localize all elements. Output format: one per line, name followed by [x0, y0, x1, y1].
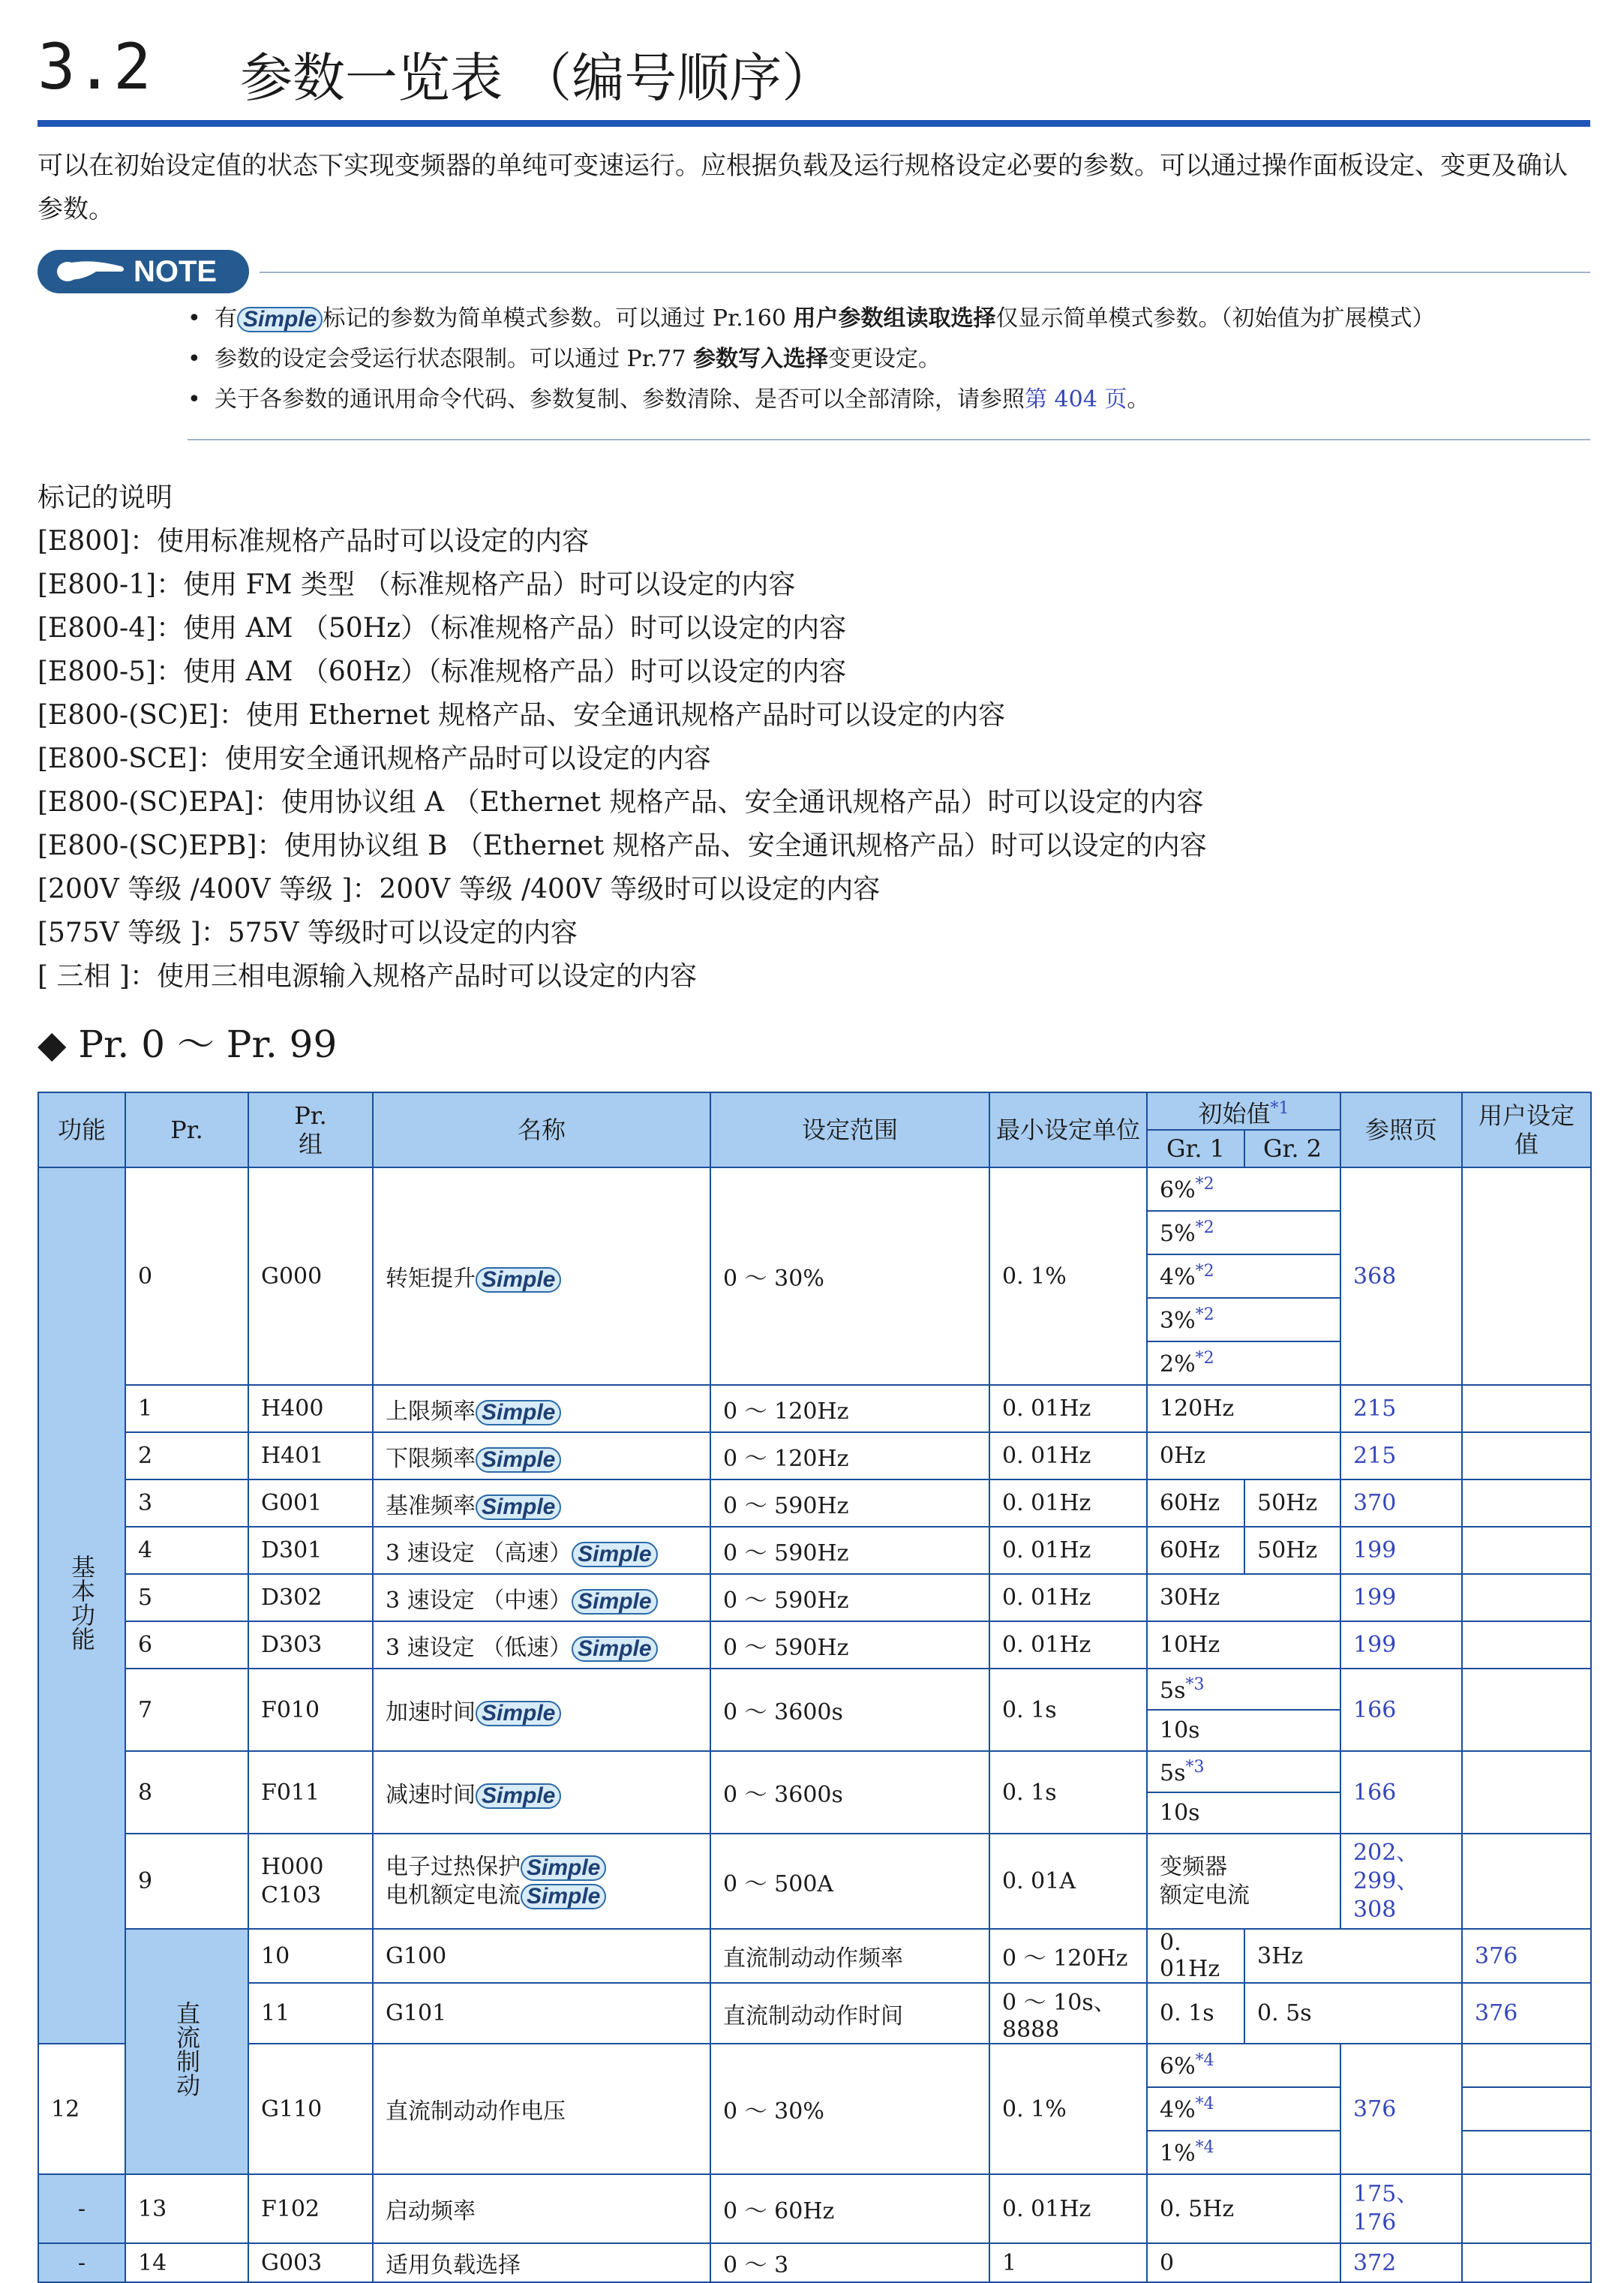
user-value — [1462, 2174, 1591, 2243]
header-range: 设定范围 — [710, 1092, 989, 1167]
ref-link[interactable]: 199 — [1340, 1574, 1462, 1621]
header-initial: 初始值$^{*1}$ — [1147, 1092, 1340, 1130]
ref-link[interactable]: 199 — [1340, 1527, 1462, 1574]
table-row: - 14 G003 适用负载选择 0 ～ 3 1 0 372 — [38, 2243, 1591, 2282]
table-row: 9 H000 C103 电子过热保护 Simple 电机额定电流 Simple 0 ～ 500A 0. 01A 变频器 额定电流 202、 299、 308 — [38, 1834, 1591, 1929]
heading-number: 3.2 — [38, 30, 152, 104]
page-reference-link[interactable]: 第 404 页 — [1025, 386, 1127, 413]
user-value — [1462, 2087, 1591, 2131]
legend-list — [38, 476, 1590, 999]
note-divider — [260, 272, 1590, 273]
table-row: 8 F011 减速时间 Simple 0 ～ 3600s 0. 1s $5s^{*3}$ 166 — [38, 1751, 1591, 1792]
user-value — [1462, 2131, 1591, 2174]
ref-link[interactable]: 215 — [1340, 1385, 1462, 1432]
ref-link[interactable]: 202、 299、 308 — [1340, 1834, 1462, 1929]
legend-item: [200V 等级 /400V 等级 ]：200V 等级 /400V 等级时可以设定的内容 — [38, 874, 881, 905]
ref-link[interactable]: 199 — [1340, 1621, 1462, 1669]
simple-mode-badge: Simple — [572, 1636, 657, 1662]
table-row: 2 H401 下限频率 Simple 0 ～ 120Hz 0. 01Hz 0Hz 215 — [38, 1432, 1591, 1479]
header-gr2: Gr. 2 — [1244, 1130, 1340, 1167]
legend-item: [E800-4]：使用 AM （50Hz）（标准规格产品）时可以设定的内容 — [38, 613, 847, 644]
legend-item: [E800-1]：使用 FM 类型 （标准规格产品）时可以设定的内容 — [38, 569, 796, 600]
user-value — [1462, 1527, 1591, 1574]
user-value — [1462, 2044, 1591, 2087]
user-value — [1462, 1385, 1591, 1432]
header-ref: 参照页 — [1340, 1092, 1462, 1167]
header-gr1: Gr. 1 — [1147, 1130, 1244, 1167]
simple-mode-badge: Simple — [476, 1701, 561, 1726]
table-row: 4 D301 3 速设定 （高速） Simple 0 ～ 590Hz 0. 01Hz 60Hz 50Hz 199 — [38, 1527, 1591, 1574]
legend-item: [E800-SCE]：使用安全通讯规格产品时可以设定的内容 — [38, 743, 711, 774]
legend-item: [575V 等级 ]：575V 等级时可以设定的内容 — [38, 918, 578, 948]
simple-mode-badge: Simple — [476, 1267, 561, 1293]
simple-mode-badge: Simple — [476, 1400, 561, 1425]
section-heading — [38, 30, 1590, 119]
note-item: • 有 Simple 标记的参数为简单模式参数。可以通过 Pr.160 用户参数组读取选择仅显示简单模式参数。（初始值为扩展模式） — [188, 299, 1590, 339]
user-value — [1462, 1479, 1591, 1527]
note-badge-label: NOTE — [134, 255, 218, 288]
legend-item: [E800-5]：使用 AM （60Hz）（标准规格产品）时可以设定的内容 — [38, 656, 847, 687]
user-value — [1462, 1432, 1591, 1479]
note-item: • 关于各参数的通讯用命令代码、参数复制、参数清除、是否可以全部清除，请参照第 404 页。 — [188, 380, 1590, 420]
ref-link[interactable]: 372 — [1340, 2243, 1462, 2282]
simple-mode-badge: Simple — [521, 1884, 606, 1909]
function-dc-brake: 直流制动 — [125, 1929, 248, 2174]
diamond-icon: ◆ — [38, 1023, 67, 1066]
user-value — [1462, 1621, 1591, 1669]
simple-mode-badge: Simple — [476, 1447, 561, 1473]
table-row: 7 F010 加速时间 Simple 0 ～ 3600s 0. 1s $5s^{*3}$ 166 — [38, 1669, 1591, 1710]
user-value — [1462, 1834, 1591, 1929]
heading-title: 参数一览表 （编号顺序） — [240, 47, 835, 109]
user-value — [1462, 1669, 1591, 1751]
simple-mode-badge: Simple — [237, 307, 323, 332]
ref-link[interactable]: 215 — [1340, 1432, 1462, 1479]
header-user: 用户设定值 — [1462, 1092, 1591, 1167]
ref-link[interactable]: 376 — [1462, 1983, 1591, 2044]
header-min-unit: 最小设定单位 — [989, 1092, 1147, 1167]
note-badge — [38, 250, 249, 293]
table-row: 基本功能 0 G000 转矩提升 Simple 0 ～ 30% 0. 1% 6%$^{*2}$ 368 — [38, 1167, 1591, 1211]
simple-mode-badge: Simple — [521, 1855, 606, 1881]
legend-item: [E800-(SC)EPA]：使用协议组 A （Ethernet 规格产品、安全通讯规格产品）时可以设定的内容 — [38, 787, 1204, 818]
simple-mode-badge: Simple — [476, 1783, 561, 1809]
ref-link[interactable]: 368 — [1340, 1167, 1462, 1385]
parameter-table: 功能 Pr. Pr. 组 名称 设定范围 最小设定单位 初始值$^{*1}$ 参照页 用户设定值 Gr. 1 Gr. 2 基本功能 0 G000 转矩提升 Simple 0 ～ 30% 0. 1% 6%$^{*2}$ 368 5%$^{*2}$ 4%$^{*2}$ 3%$^{*2}$ 2%$^{*2}$ 1 H400 上限频率 Simple 0 ～ 120Hz 0. 01Hz 120Hz 215 2 H401 下限频率 Simple 0 ～ 120Hz 0. 01Hz 0Hz 215 3 G001 基准频率 Simple 0 ～ 590Hz 0. 01Hz 60Hz 50Hz 370 4 D301 3 速设定 （高速） Simple 0 ～ 590Hz 0. 01Hz 60Hz 50Hz 199 5 D302 3 速设定 （中速） Simple 0 ～ 590Hz 0. 01Hz 30Hz 199 6 D303 3 速设定 （低速） Simple 0 ～ 590Hz 0. 01Hz 10Hz 199 7 F010 加速时间 Simple 0 ～ 3600s 0. 1s $5s^{*3}$ 166 10s 8 F011 减速时间 Simple 0 ～ 3600s 0. 1s $5s^{*3}$ 166 10s 9 H000 C103 电子过热保护 Simple 电机额定电流 Simple 0 ～ 500A 0. 01A 变频器 额定电流 202、 299、 308 直流制动 10 G100 直流制动动作频率 0 ～ 120Hz 0. 01Hz 3Hz 376 11 G101 直流制动动作时间 0 ～ 10s、8888 0. 1s 0. 5s 376 12 G110 直流制动动作电压 0 ～ 30% 0. 1% 6%$^{*4}$ 376 4%$^{*4}$ 1%$^{*4}$ - 13 F102 启动频率 0 ～ 60Hz 0. 01Hz 0. 5Hz 175、 176 - 14 G003 适用负载选择 0 ～ 3 1 0 372 — [38, 1092, 1592, 2283]
pointing-hand-icon — [53, 259, 128, 284]
legend-item: [E800-(SC)EPB]：使用协议组 B （Ethernet 规格产品、安全通讯规格产品）时可以设定的内容 — [38, 831, 1207, 861]
table-row: 12 G110 直流制动动作电压 0 ～ 30% 0. 1% 6%$^{*4}$ 376 — [38, 2044, 1591, 2087]
simple-mode-badge: Simple — [572, 1589, 657, 1615]
heading-rule — [38, 120, 1590, 127]
header-function: 功能 — [38, 1092, 125, 1167]
ref-link[interactable]: 175、 176 — [1340, 2174, 1462, 2243]
user-value — [1462, 1574, 1591, 1621]
legend-title: 标记的说明 — [38, 482, 173, 513]
note-item: • 参数的设定会受运行状态限制。可以通过 Pr.77 参数写入选择变更设定。 — [188, 339, 1590, 380]
table-row: 5 D302 3 速设定 （中速） Simple 0 ～ 590Hz 0. 01Hz 30Hz 199 — [38, 1574, 1591, 1621]
header-group: Pr. 组 — [248, 1092, 373, 1167]
user-value — [1462, 1167, 1591, 1385]
table-row: - 13 F102 启动频率 0 ～ 60Hz 0. 01Hz 0. 5Hz 175、 176 — [38, 2174, 1591, 2243]
legend-item: [ 三相 ]：使用三相电源输入规格产品时可以设定的内容 — [38, 961, 697, 992]
note-list — [188, 299, 1590, 420]
legend-item: [E800]：使用标准规格产品时可以设定的内容 — [38, 526, 590, 557]
intro-paragraph: 可以在初始设定值的状态下实现变频器的单纯可变速运行。应根据负载及运行规格设定必要的参数。可以通过操作面板设定、变更及确认参数。 — [38, 151, 1568, 224]
function-basic: 基本功能 — [38, 1167, 125, 2044]
header-pr: Pr. — [125, 1092, 248, 1167]
ref-link[interactable]: 166 — [1340, 1751, 1462, 1834]
ref-link[interactable]: 166 — [1340, 1669, 1462, 1751]
user-value — [1462, 2243, 1591, 2282]
subsection-title: ◆ Pr. 0 ～ Pr. 99 — [38, 1023, 338, 1066]
table-row: 3 G001 基准频率 Simple 0 ～ 590Hz 0. 01Hz 60Hz 50Hz 370 — [38, 1479, 1591, 1527]
ref-link[interactable]: 376 — [1340, 2044, 1462, 2174]
ref-link[interactable]: 370 — [1340, 1479, 1462, 1527]
legend-item: [E800-(SC)E]：使用 Ethernet 规格产品、安全通讯规格产品时可以设定的内容 — [38, 700, 1006, 731]
ref-link[interactable]: 376 — [1462, 1929, 1591, 1983]
table-row: 1 H400 上限频率 Simple 0 ～ 120Hz 0. 01Hz 120Hz 215 — [38, 1385, 1591, 1432]
table-row: 直流制动 10 G100 直流制动动作频率 0 ～ 120Hz 0. 01Hz 3Hz 376 — [38, 1929, 1591, 1983]
table-row: 11 G101 直流制动动作时间 0 ～ 10s、8888 0. 1s 0. 5s 376 — [38, 1983, 1591, 2044]
note-header — [38, 250, 1590, 295]
simple-mode-badge: Simple — [476, 1494, 561, 1520]
header-name: 名称 — [373, 1092, 710, 1167]
simple-mode-badge: Simple — [572, 1542, 657, 1567]
table-row: 6 D303 3 速设定 （低速） Simple 0 ～ 590Hz 0. 01Hz 10Hz 199 — [38, 1621, 1591, 1669]
user-value — [1462, 1751, 1591, 1834]
note-end-divider — [188, 439, 1590, 440]
